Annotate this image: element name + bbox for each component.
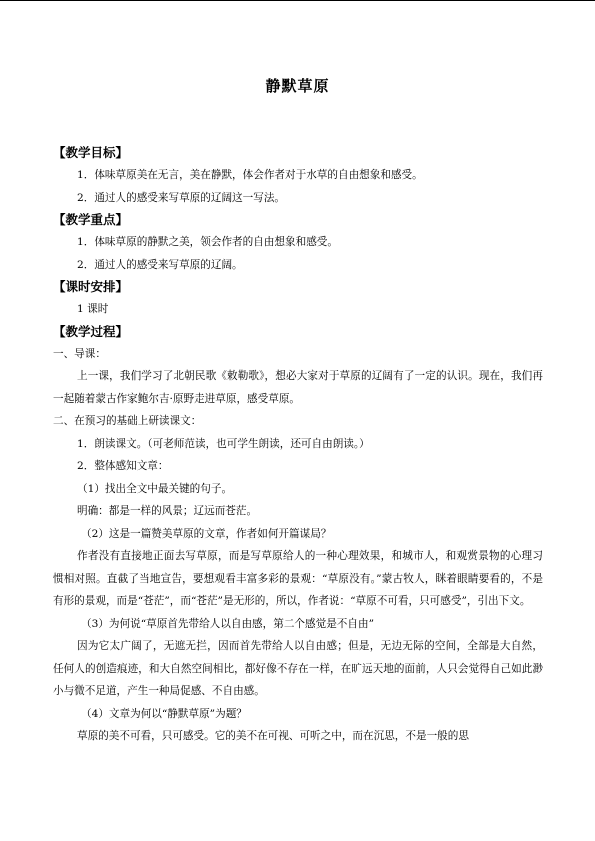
answer-1: 明确：都是一样的风景；辽远而苍茫。 xyxy=(77,505,258,517)
question-3: （3）为何说“草原首先带给人以自由感，第二个感觉是不自由” xyxy=(81,617,375,630)
question-1: （1）找出全文中最关键的句子。 xyxy=(77,482,233,495)
perceive-item: 2．整体感知文章： xyxy=(77,460,169,472)
focus-item-2: 2．通过人的感受来写草原的辽阔。 xyxy=(77,258,243,271)
answer-2: 作者没有直接地正面去写草原，而是写草原给人的一种心理效果，和城市人，和观赏景物的心理习惯相对照。直截了当地宣告，要想观看丰富多彩的景观：“草原没有。”蒙古牧人，眯着眼睛要看的，不是有形的景观，而是“苍茫”，而“苍茫”是无形的，所以，作者说：“草原不可看，只可感受”，引出下文。 xyxy=(53,550,543,607)
section-heading-focus: 【教学重点】 xyxy=(53,212,129,227)
process-intro-text: 上一课，我们学习了北朝民歌《敕勒歌》，想必大家对于草原的辽阔有了一定的认识。现在，我们再一起随着蒙古作家鲍尔吉·原野走进草原，感受草原。 xyxy=(53,370,543,405)
document-body xyxy=(53,142,543,748)
goal-item-2: 2．通过人的感受来写草原的辽阔这一写法。 xyxy=(77,191,286,204)
section-heading-schedule: 【课时安排】 xyxy=(53,279,129,294)
answer-3: 因为它太广阔了，无遮无拦，因而首先带给人以自由感；但是，无边无际的空间，全部是大自然，任何人的创造痕迹，和大自然空间相比，都好像不存在一样，在旷远天地的面前，人只会觉得自己如此渺小与微不足道，产生一种局促感、不自由感。 xyxy=(53,640,543,697)
process-step2-label: 二、在预习的基础上研读课文： xyxy=(53,415,202,427)
schedule-text: 1 课时 xyxy=(77,303,109,315)
top-rule xyxy=(0,0,595,1)
read-item: 1．朗读课文。（可老师范读，也可学生朗读，还可自由朗读。） xyxy=(77,437,370,450)
section-heading-goals: 【教学目标】 xyxy=(53,145,129,160)
question-2: （2）这是一篇赞美草原的文章，作者如何开篇谋局？ xyxy=(81,527,332,540)
page-title: 静默草原 xyxy=(265,77,330,95)
goal-item-1: 1．体味草原美在无言，美在静默，体会作者对于水草的自由想象和感受。 xyxy=(77,169,423,181)
focus-item-1: 1．体味草原的静默之美，领会作者的自由想象和感受。 xyxy=(77,236,338,248)
question-4: （4）文章为何以“静默草原”为题？ xyxy=(81,707,247,720)
section-heading-process: 【教学过程】 xyxy=(53,323,129,339)
answer-4: 草原的美不可看，只可感受。它的美不在可视、可听之中，而在沉思，不是一般的思 xyxy=(77,730,469,742)
process-intro-label: 一、导课： xyxy=(53,347,106,360)
